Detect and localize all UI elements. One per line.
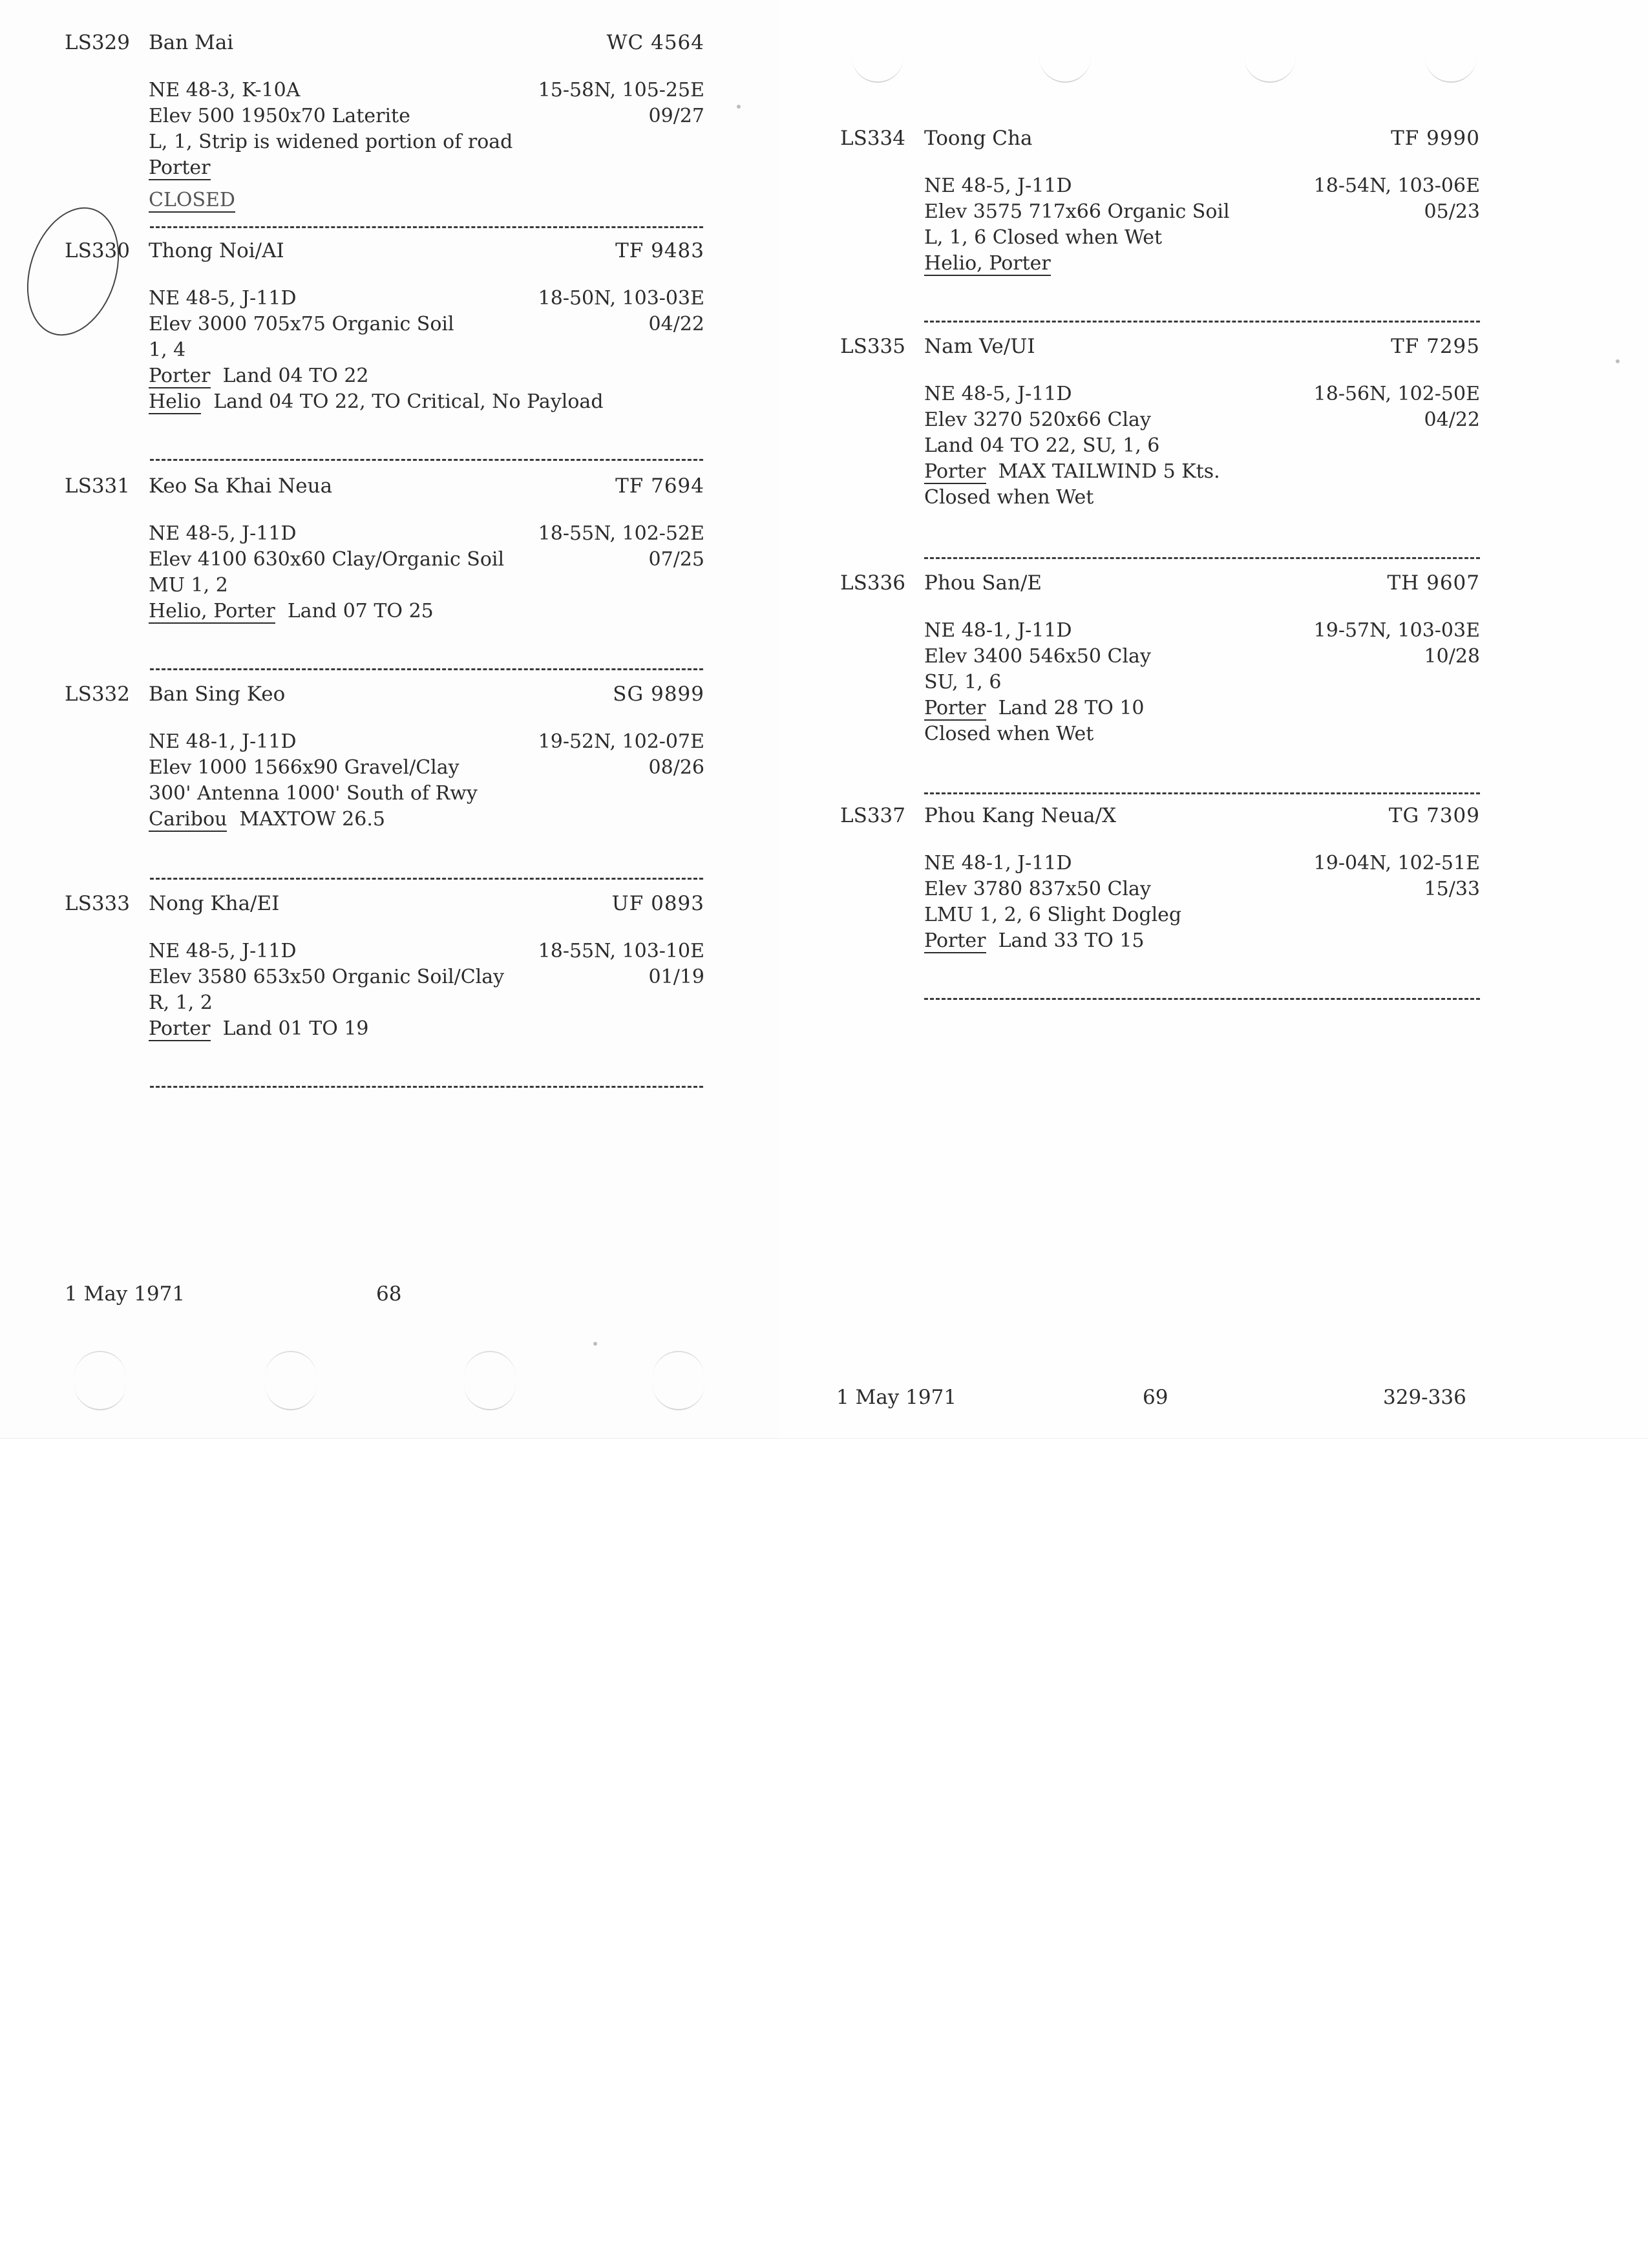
aircraft-type: Caribou: [149, 808, 227, 831]
remark-line: Land 04 TO 22, SU, 1, 6: [924, 434, 1160, 457]
entry-header: [840, 334, 1480, 359]
site-name: Ban Sing Keo: [149, 683, 286, 706]
separator: [924, 557, 1480, 559]
aircraft-note: MAXTOW 26.5: [239, 808, 385, 831]
entry-header: [840, 803, 1480, 829]
footer-date: 1 May 1971: [836, 1386, 957, 1409]
entry-header: [840, 125, 1480, 151]
chart-ref: NE 48-3, K-10A: [149, 79, 301, 101]
entry-ls337: [840, 803, 1480, 954]
grid-reference: SG 9899: [613, 683, 704, 706]
elevation-line: Elev 3575 717x66 Organic Soil: [924, 200, 1230, 223]
footer-page-range: 329-336: [1383, 1386, 1466, 1409]
aircraft-note: Land 28 TO 10: [998, 697, 1145, 719]
aircraft-note: Land 04 TO 22: [222, 365, 369, 387]
site-id: LS331: [65, 474, 130, 498]
chart-ref: NE 48-1, J-11D: [924, 852, 1072, 874]
runway-heading: 07/25: [648, 548, 704, 571]
runway-heading: 09/27: [648, 105, 704, 127]
site-id: LS334: [840, 127, 905, 150]
chart-ref: NE 48-1, J-11D: [924, 619, 1072, 642]
aircraft-type: Porter: [924, 697, 986, 719]
remark-line: R, 1, 2: [149, 991, 213, 1014]
aircraft-note: Land 01 TO 19: [222, 1017, 369, 1040]
elevation-line: Elev 3000 705x75 Organic Soil: [149, 313, 454, 335]
coordinates: 18-55N, 102-52E: [538, 522, 704, 545]
elevation-line: Elev 500 1950x70 Laterite: [149, 105, 410, 127]
aircraft-type: Porter: [924, 460, 986, 483]
remark-line: L, 1, 6 Closed when Wet: [924, 226, 1163, 249]
remark-line: SU, 1, 6: [924, 671, 1002, 694]
coordinates: 18-50N, 103-03E: [538, 287, 704, 310]
elevation-line: Elev 3780 837x50 Clay: [924, 878, 1151, 900]
coordinates: 15-58N, 105-25E: [538, 79, 704, 101]
site-name: Nam Ve/UI: [924, 335, 1035, 358]
site-id: LS336: [840, 571, 905, 595]
entry-header: [840, 570, 1480, 596]
site-name: Thong Noi/AI: [149, 239, 284, 262]
footer-page-number: 69: [1143, 1386, 1168, 1409]
aircraft-type: Porter: [149, 1017, 211, 1040]
coordinates: 18-54N, 103-06E: [1313, 175, 1480, 197]
site-name: Ban Mai: [149, 31, 234, 54]
runway-heading: 04/22: [1424, 408, 1480, 431]
aircraft-type-secondary: Helio: [149, 390, 202, 413]
chart-ref: NE 48-5, J-11D: [924, 175, 1072, 197]
elevation-line: Elev 1000 1566x90 Gravel/Clay: [149, 756, 460, 779]
chart-ref: NE 48-1, J-11D: [149, 730, 297, 753]
elevation-line: Elev 3270 520x66 Clay: [924, 408, 1151, 431]
remark-line: MU 1, 2: [149, 574, 228, 597]
aircraft-type: Helio, Porter: [924, 252, 1051, 275]
site-id: LS332: [65, 683, 130, 706]
runway-heading: 04/22: [648, 313, 704, 335]
entry-details: [840, 381, 1480, 511]
separator: [924, 321, 1480, 323]
entry-ls335: [840, 334, 1480, 511]
aircraft-type: Porter: [149, 365, 211, 387]
site-id: LS333: [65, 892, 130, 915]
aircraft-note: Land 07 TO 25: [287, 600, 434, 622]
site-name: Nong Kha/EI: [149, 892, 280, 915]
aircraft-note: Land 33 TO 15: [998, 929, 1145, 952]
chart-ref: NE 48-5, J-11D: [149, 287, 297, 310]
runway-heading: 10/28: [1424, 645, 1480, 668]
separator: [924, 792, 1480, 794]
site-name: Toong Cha: [924, 127, 1033, 150]
grid-reference: TG 7309: [1388, 804, 1480, 827]
aircraft-type: Helio, Porter: [149, 600, 275, 622]
remark-line: 300' Antenna 1000' South of Rwy: [149, 782, 478, 805]
elevation-line: Elev 4100 630x60 Clay/Organic Soil: [149, 548, 505, 571]
chart-ref: NE 48-5, J-11D: [149, 940, 297, 962]
aircraft-note-secondary: Land 04 TO 22, TO Critical, No Payload: [213, 390, 604, 413]
coordinates: 19-57N, 103-03E: [1313, 619, 1480, 642]
grid-reference: TF 7295: [1391, 335, 1480, 358]
site-id: LS337: [840, 804, 905, 827]
remark-line: L, 1, Strip is widened portion of road: [149, 131, 513, 153]
grid-reference: WC 4564: [606, 31, 704, 54]
chart-ref: NE 48-5, J-11D: [924, 383, 1072, 405]
closed-when-wet-note: Closed when Wet: [924, 486, 1094, 509]
aircraft-note: MAX TAILWIND 5 Kts.: [998, 460, 1220, 483]
aircraft-type: Porter: [924, 929, 986, 952]
grid-reference: TF 9483: [615, 239, 704, 262]
footer-page-number: 68: [376, 1282, 402, 1306]
site-id: LS335: [840, 335, 905, 358]
grid-reference: UF 0893: [611, 892, 704, 915]
site-name: Keo Sa Khai Neua: [149, 474, 333, 498]
coordinates: 18-55N, 103-10E: [538, 940, 704, 962]
entry-details: [840, 173, 1480, 277]
status-closed: CLOSED: [149, 189, 235, 211]
closed-when-wet-note: Closed when Wet: [924, 723, 1094, 745]
coordinates: 19-52N, 102-07E: [538, 730, 704, 753]
coordinates: 19-04N, 102-51E: [1313, 852, 1480, 874]
elevation-line: Elev 3400 546x50 Clay: [924, 645, 1151, 668]
runway-heading: 08/26: [648, 756, 704, 779]
chart-ref: NE 48-5, J-11D: [149, 522, 297, 545]
remark-line: LMU 1, 2, 6 Slight Dogleg: [924, 904, 1182, 926]
runway-heading: 15/33: [1424, 878, 1480, 900]
site-name: Phou Kang Neua/X: [924, 804, 1117, 827]
separator: [924, 998, 1480, 1000]
grid-reference: TF 9990: [1391, 127, 1480, 150]
site-id: LS329: [65, 31, 130, 54]
grid-reference: TF 7694: [615, 474, 704, 498]
coordinates: 18-56N, 102-50E: [1313, 383, 1480, 405]
entry-details: [840, 618, 1480, 747]
site-id: LS330: [65, 239, 130, 262]
aircraft-type: Porter: [149, 156, 211, 179]
runway-heading: 01/19: [648, 966, 704, 988]
grid-reference: TH 9607: [1387, 571, 1480, 595]
footer-date: 1 May 1971: [65, 1282, 185, 1306]
remark-line: 1, 4: [149, 339, 186, 361]
runway-heading: 05/23: [1424, 200, 1480, 223]
entry-details: [840, 851, 1480, 954]
site-name: Phou San/E: [924, 571, 1042, 595]
entry-ls334: [840, 125, 1480, 277]
elevation-line: Elev 3580 653x50 Organic Soil/Clay: [149, 966, 505, 988]
entry-ls336: [840, 570, 1480, 747]
